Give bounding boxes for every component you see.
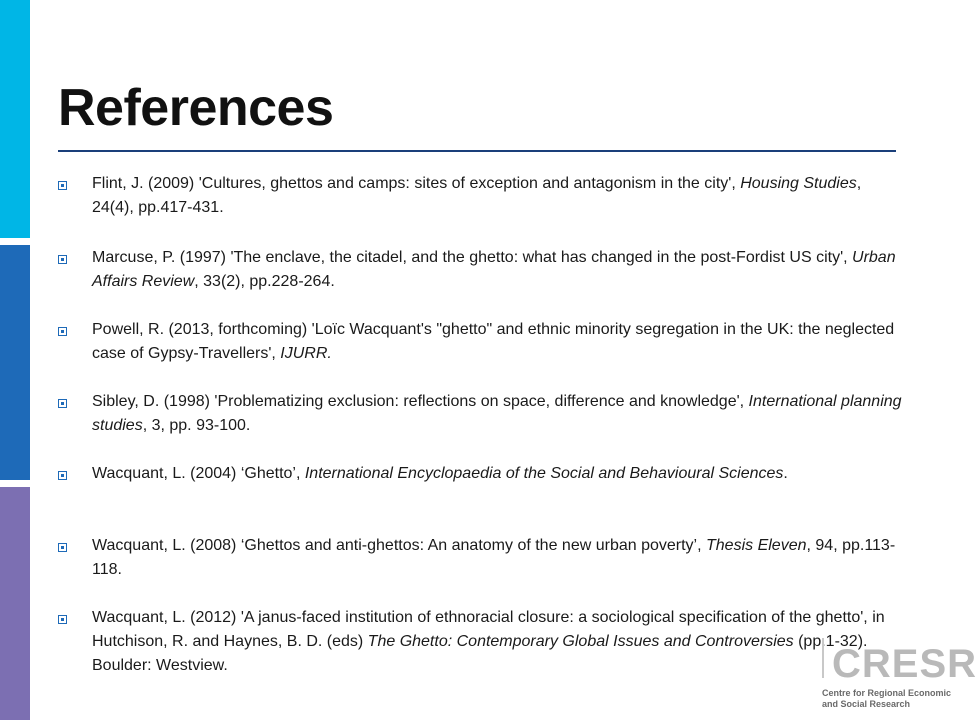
- logo-subtitle: Centre for Regional Economic and Social Research: [822, 688, 952, 709]
- side-color-bar-bottom: [0, 487, 30, 720]
- reference-part: , 33(2), pp.228-264.: [194, 273, 335, 290]
- side-color-bar-middle: [0, 245, 30, 480]
- reference-part: Marcuse, P. (1997) 'The enclave, the citadel, and the ghetto: what has changed in the post-Fordist US city',: [92, 249, 853, 266]
- side-color-bar-top: [0, 0, 30, 238]
- bullet-square-icon: [58, 543, 67, 552]
- reference-text: [92, 390, 907, 438]
- title-divider: [58, 150, 896, 152]
- reference-part: Wacquant, L. (2008) ‘Ghettos and anti-ghettos: An anatomy of the new urban poverty’,: [92, 537, 706, 554]
- reference-part: , 94, pp.113-118.: [92, 537, 896, 578]
- bullet-square-icon: [58, 255, 67, 264]
- reference-italic-part: International planning studies: [92, 393, 902, 434]
- reference-text: [92, 318, 907, 366]
- reference-part: Flint, J. (2009) 'Cultures, ghettos and camps: sites of exception and antagonism in the city',: [92, 175, 741, 192]
- reference-italic-part: The Ghetto: Contemporary Global Issues and Controversies: [367, 633, 794, 650]
- reference-part: .: [783, 465, 788, 482]
- slide-title: References: [58, 79, 334, 137]
- reference-part: , 3, pp. 93-100.: [142, 417, 251, 434]
- reference-part: Wacquant, L. (2004) ‘Ghetto’,: [92, 465, 305, 482]
- reference-text: [92, 246, 907, 294]
- bullet-square-icon: [58, 399, 67, 408]
- reference-part: (pp.1-32). Boulder: Westview.: [92, 633, 868, 674]
- reference-italic-part: Urban Affairs Review: [92, 249, 896, 290]
- reference-italic-part: Housing Studies: [740, 175, 857, 192]
- logo-wordmark: CRESR: [832, 642, 977, 686]
- reference-text: [92, 462, 907, 486]
- reference-part: Sibley, D. (1998) 'Problematizing exclusion: reflections on space, difference and knowledge',: [92, 393, 749, 410]
- reference-italic-part: IJURR.: [280, 345, 332, 362]
- reference-text: [92, 534, 907, 582]
- reference-italic-part: Thesis Eleven: [706, 537, 807, 554]
- bullet-square-icon: [58, 327, 67, 336]
- reference-part: Wacquant, L. (2012) 'A janus-faced institution of ethnoracial closure: a sociological specification of the ghetto', in Hutchison, R. and Haynes, B. D. (eds): [92, 609, 885, 650]
- logo-mark-icon: [822, 638, 834, 678]
- reference-italic-part: International Encyclopaedia of the Social and Behavioural Sciences: [304, 465, 784, 482]
- reference-part: Powell, R. (2013, forthcoming) 'Loïc Wacquant's "ghetto" and ethnic minority segregation in the UK: the neglected case of Gypsy-Travellers',: [92, 321, 895, 362]
- reference-text: [92, 606, 907, 678]
- bullet-square-icon: [58, 615, 67, 624]
- reference-part: , 24(4), pp.417-431.: [92, 175, 862, 216]
- bullet-square-icon: [58, 181, 67, 190]
- cresr-logo: [822, 642, 977, 710]
- bullet-square-icon: [58, 471, 67, 480]
- reference-text: [92, 172, 907, 220]
